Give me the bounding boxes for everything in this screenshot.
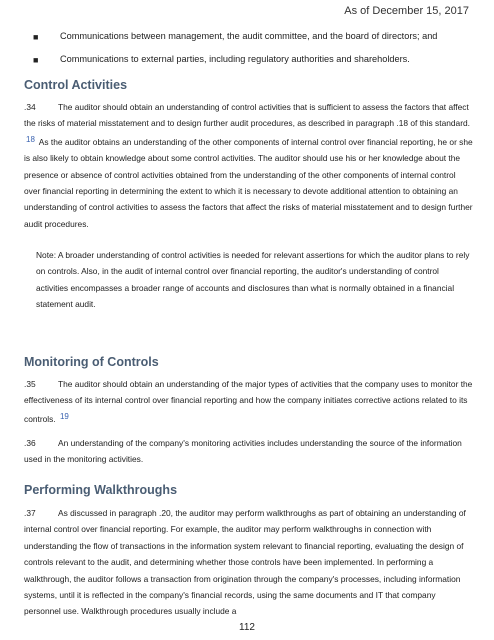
paragraph-text: As the auditor obtains an understanding of the other components of internal control over financial reporting, he or she is also likely to obtain knowledge about some control activities. The auditor should use his or her knowledge about the presence or absence of control activities obtained from the understanding of the other components of internal control over financial reporting in determining the extent to which it is necessary to devote additional attention to obtaining an understanding of control activities to assess the factors that affect the risks of material misstatement and to design further audit procedures. (24, 136, 473, 229)
section-heading-monitoring: Monitoring of Controls (24, 355, 159, 369)
paragraph-36 (24, 435, 474, 468)
list-item (24, 53, 474, 65)
paragraph-text: An understanding of the company's monitoring activities includes understanding the source of the information used in the monitoring activities. (24, 438, 462, 465)
paragraph-34 (24, 99, 474, 232)
list-item-text: Communications to external parties, including regulatory authorities and shareholders. (60, 54, 410, 64)
paragraph-35 (24, 376, 474, 427)
footnote-link-19[interactable]: 19 (59, 411, 69, 421)
page-header-date: As of December 15, 2017 (344, 5, 469, 17)
paragraph-number: .34 (24, 102, 36, 112)
list-item (24, 30, 474, 42)
section-heading-walkthroughs: Performing Walkthroughs (24, 483, 178, 497)
footnote-link-18[interactable]: 18 (26, 134, 35, 144)
paragraph-text: The auditor should obtain an understanding of the major types of activities that the company uses to monitor the effectiveness of its internal control over financial reporting and how the company initiates corrective actions related to its controls. (24, 379, 473, 424)
section-heading-control-activities: Control Activities (24, 78, 128, 92)
bullet-icon: ■ (33, 32, 39, 42)
paragraph-text: As discussed in paragraph .20, the auditor may perform walkthroughs as part of obtaining an understanding of internal control over financial reporting. For example, the auditor may perform walkthroughs in connection with understanding the flow of transactions in the information system relevant to financial reporting, evaluating the design of controls relevant to the audit, and determining whether those controls have been implemented. In performing a walkthrough, the auditor follows a transaction from origination through the company's processes, including information systems, until it is reflected in the company's financial records, using the same documents and IT that company personnel use. Walkthrough procedures usually include a (24, 508, 466, 617)
bullet-icon: ■ (33, 55, 39, 65)
list-item-text: Communications between management, the audit committee, and the board of directors; and (60, 31, 438, 41)
note-block: Note: A broader understanding of control activities is needed for relevant assertions for which the auditor plans to rely on controls. Also, in the audit of internal control over financial reporting, the auditor's understanding of control activities encompasses a broader range of accounts and disclosures than what is normally obtained in a financial statement audit. (36, 250, 470, 310)
paragraph-37 (24, 505, 474, 620)
paragraph-number: .35 (24, 379, 36, 389)
paragraph-number: .36 (24, 438, 36, 448)
paragraph-number: .37 (24, 508, 36, 518)
paragraph-text: The auditor should obtain an understanding of control activities that is sufficient to assess the factors that affect the risks of material misstatement and to design further audit procedures, as described in paragraph .18 of this standard. (24, 102, 470, 129)
bullet-list (24, 30, 474, 76)
page-number: 112 (239, 622, 255, 633)
